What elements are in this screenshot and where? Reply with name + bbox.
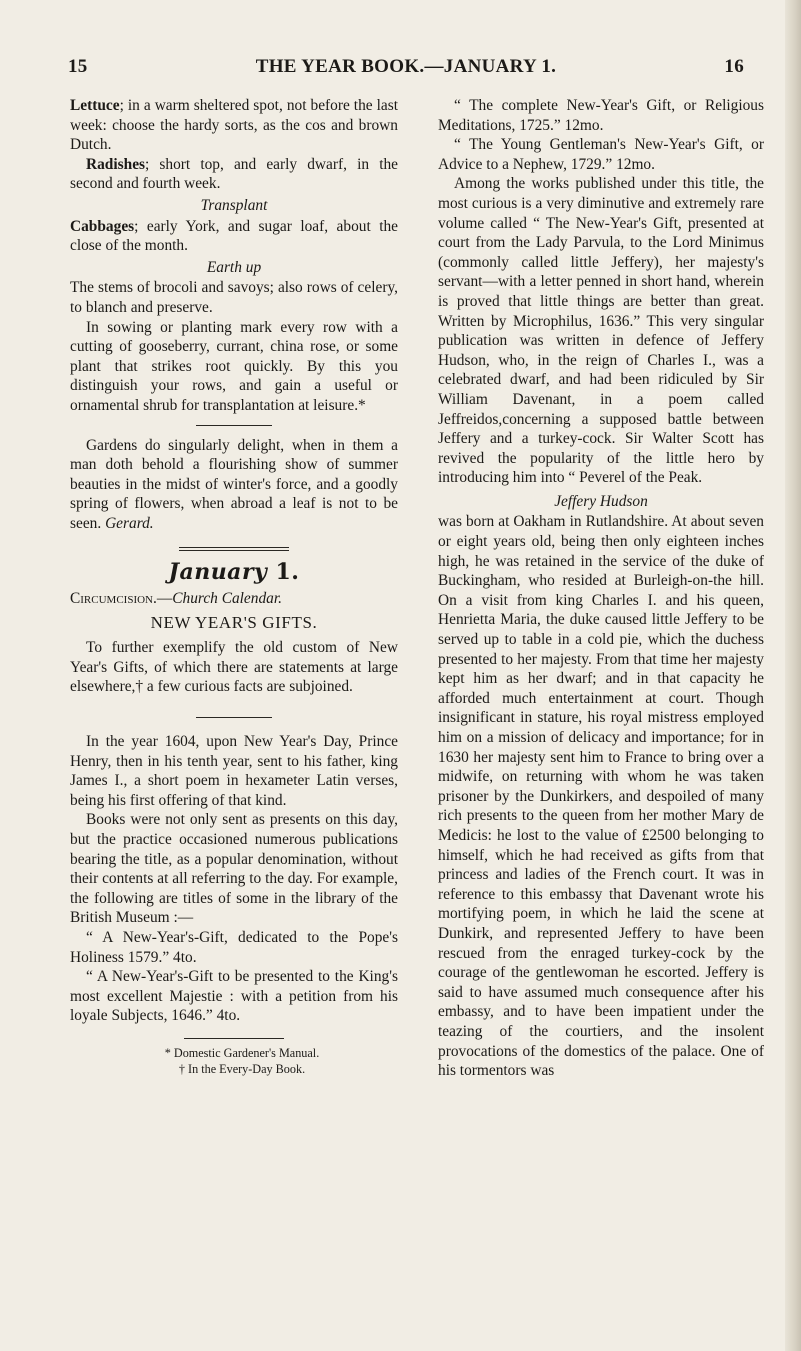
quote-pope: “ A New-Year's-Gift, dedicated to the Pope's Holiness 1579.” 4to.	[70, 928, 398, 966]
attribution-gerard: Gerard.	[105, 514, 154, 532]
text-lettuce: ; in a warm sheltered spot, not before the last week: choose the hardy sorts, as the cos and brown Dutch.	[70, 97, 398, 154]
section-title-new-years-gifts: NEW YEAR'S GIFTS.	[150, 612, 318, 632]
divider-rule-2	[196, 717, 272, 718]
text-radishes: ; short top, and early dwarf, in the second and fourth week.	[70, 155, 398, 193]
left-column	[70, 96, 398, 1077]
running-title: THE YEAR BOOK.—JANUARY 1.	[255, 56, 557, 77]
day-heading-number: 1.	[275, 559, 300, 586]
quote-complete-gift: “ The complete New-Year's Gift, or Religious Meditations, 1725.” 12mo.	[438, 97, 764, 134]
subhead-jeffery-hudson: Jeffery Hudson	[554, 492, 648, 510]
circumcision-label: Circumcision	[70, 590, 153, 608]
quote-king: “ A New-Year's-Gift to be presented to the King's most excellent Majestie : with a petition from his loyale Subjects, 1646.” 4to.	[70, 968, 398, 1025]
divider-rule	[196, 425, 272, 426]
running-head	[68, 56, 744, 80]
footnote-gardener: * Domestic Gardener's Manual.	[164, 1045, 320, 1060]
page-number-left: 15	[68, 56, 88, 77]
lead-word-cabbages: Cabbages	[70, 217, 135, 235]
church-calendar-label: Church Calendar.	[172, 590, 282, 608]
lead-word-lettuce: Lettuce	[70, 97, 120, 114]
footnote-every-day-book: † In the Every-Day Book.	[178, 1061, 306, 1076]
paragraph-books: Books were not only sent as presents on this day, but the practice occasioned numerous publications bearing the title, as a popular denomination, without their contents at all referring to the day. For example, the following are titles of some in the library of the British Museum :—	[70, 811, 398, 927]
paragraph-stems: The stems of brocoli and savoys; also rows of celery, to blanch and preserve.	[70, 279, 398, 316]
day-heading	[70, 559, 398, 586]
page-edge	[785, 0, 801, 1351]
paragraph-gardens-quote	[70, 436, 398, 534]
paragraph-was-born: was born at Oakham in Rutlandshire. At about seven or eight years old, being then only eighteen inches high, he was retained in the service of the duke of Buckingham, who resided at Burleigh-on-the hill. On a visit from king Charles I. and his queen, Henrietta Maria, the duke caused little Jeffery to be served up to table in a cold pie, which the duchess presented to her majesty. From that time her majesty kept him as her dwarf; and in that capacity he afforded much entertainment at court. Though insignificant in stature, his royal mistress employed him on a mission of delicacy and importance; for in 1630 her majesty sent him to France to bring over a midwife, on returning with whom he was taken prisoner by the Dunkirkers, and despoiled of many rich presents to the queen from her mother Mary de Medicis: he lost to the value of £2500 belonging to himself, which he had received as gifts from that princess and ladies of the French court. It was in reference to this embassy that Davenant wrote his mortifying poem, in which he laid the scene at Dunkirk, and represented Jeffery to have been rescued from the enraged turkey-cock by the courage of the gentlewoman he escorted. Jeffery is said to have assumed much consequence after his embassy, and to have been impatient under the teazing of the courtiers, and the insolent provocations of the domestics of the palace. One of his tormentors was	[438, 513, 764, 1080]
text-gardens: Gardens do singularly delight, when in them a man doth behold a flourishing show of summer beauties in the midst of winter's force, and a goodly spring of flowers, when abroad a leaf is not to be seen.	[70, 436, 398, 532]
quote-young-gentleman: “ The Young Gentleman's New-Year's Gift, or Advice to a Nephew, 1729.” 12mo.	[438, 136, 764, 173]
double-divider-rule	[179, 547, 289, 551]
paragraph-year-1604: In the year 1604, upon New Year's Day, Prince Henry, then in his tenth year, sent to his father, king James I., a short poem in hexameter Latin verses, being his first offering of that kind.	[70, 733, 398, 809]
lead-word-radishes: Radishes	[86, 155, 146, 173]
subhead-transplant: Transplant	[200, 196, 268, 214]
day-heading-month: January	[168, 559, 268, 586]
paragraph-lettuce	[70, 96, 398, 155]
paragraph-among: Among the works published under this title, the most curious is a very diminutive and extremely rare volume called “ The New-Year's Gift, presented at court from the Lady Parvula, to the Lord Minimus (commonly called little Jeffery), her majesty's servant—with a letter penned in short hand, wherein is proved that little things are better than great. Written by Microphilus, 1636.” This very singular publication was written in defence of Jeffery Hudson, who, in the reign of Charles I., was a celebrated dwarf, and had been ridiculed by Sir William Davenant, in a poem called Jeffreidos,concerning a supposed battle between Jeffery and a turkey-cock. Sir Walter Scott has revived the popularity of the little hero by introducing him into “ Peverel of the Peak.	[438, 175, 764, 487]
paragraph-sowing: In sowing or planting mark every row with a cutting of gooseberry, currant, china rose, or some plant that strikes root quickly. By this you distinguish your rows, and gain a useful or ornamental shrub for transplantation at leisure.*	[70, 318, 398, 414]
paragraph-further: To further exemplify the old custom of New Year's Gifts, of which there are statements at large elsewhere,† a few curious facts are subjoined.	[70, 639, 398, 696]
paragraph-radishes	[70, 155, 398, 194]
paragraph-cabbages	[70, 217, 398, 256]
footnote-rule	[184, 1038, 284, 1039]
right-column	[438, 96, 764, 1081]
page-number-right: 16	[724, 56, 744, 77]
circumcision-dash: .—	[153, 590, 173, 608]
text-cabbages: ; early York, and sugar loaf, about the close of the month.	[70, 217, 398, 255]
paragraph-circumcision	[70, 589, 398, 609]
subhead-earth-up: Earth up	[206, 258, 262, 276]
